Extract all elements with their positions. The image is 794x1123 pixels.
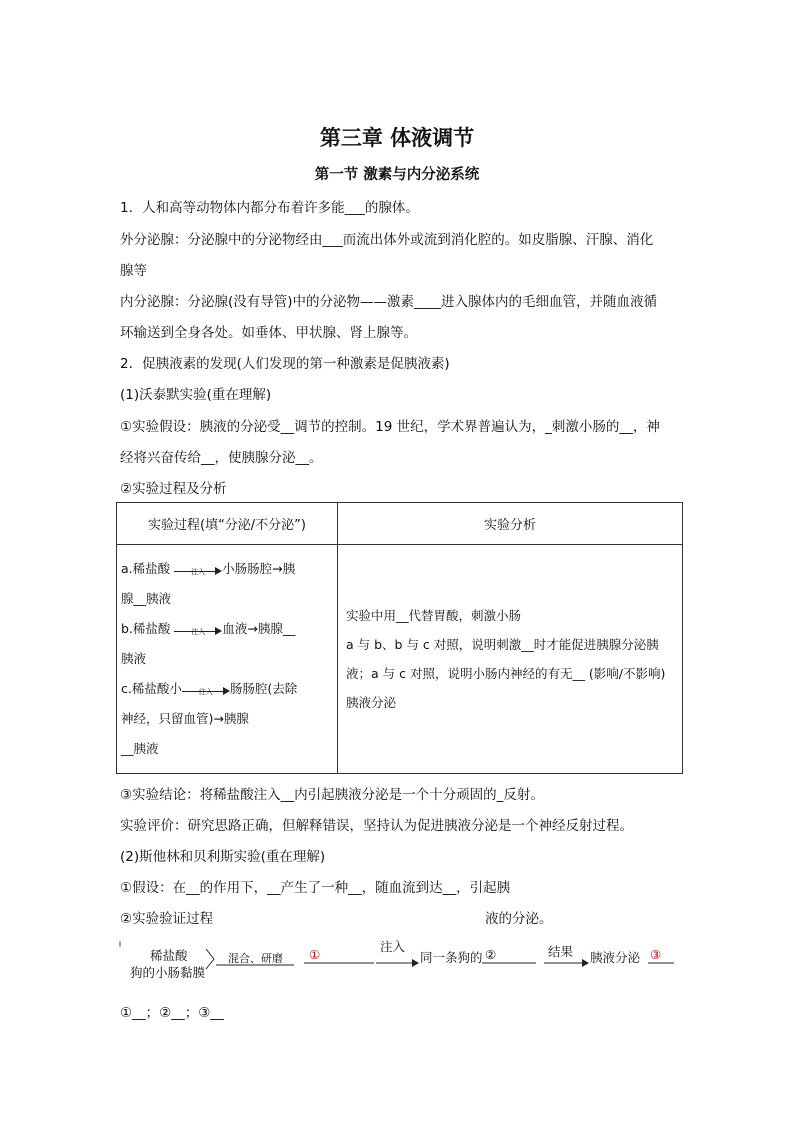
table-cell-analysis <box>338 545 683 774</box>
paragraph-glands: 1．人和高等动物体内都分布着许多能___的腺体。 <box>120 200 419 216</box>
heading-wertheimer-experiment: (1)沃泰默实验(重在理解) <box>120 387 272 403</box>
paragraph-secretin: 2．促胰液素的发现(人们发现的第一种激素是促胰液素) <box>120 356 450 372</box>
table-cell-process <box>117 545 338 774</box>
diagram-input-acid: 稀盐酸 <box>150 948 188 963</box>
paragraph-hypothesis: ①实验假设：胰液的分泌受__调节的控制。19 世纪，学术界普遍认为，_刺激小肠的__，神 <box>120 419 660 435</box>
inject-arrow-icon: 注入 <box>182 683 230 697</box>
paragraph-endocrine: 内分泌腺：分泌腺(没有导管)中的分泌物——激素____进入腺体内的毛细血管，并随血液循 <box>120 294 658 310</box>
diagram-blank-2: ② <box>485 947 497 962</box>
process-c: c.稀盐酸小 注入 肠肠腔(去除 <box>121 681 298 696</box>
verification-diagram <box>116 935 686 980</box>
heading-starling-bayliss: (2)斯他林和贝利斯实验(重在理解) <box>120 849 326 865</box>
diagram-input-mucosa: 狗的小肠黏膜 <box>130 965 206 980</box>
section-title: 第一节 激素与内分泌系统 <box>314 166 480 183</box>
diagram-pancreas-secretion: 胰液分泌 <box>590 950 641 965</box>
paragraph-verify: ②实验验证过程 <box>120 911 214 927</box>
experiment-table <box>116 502 683 774</box>
heading-process-analysis: ②实验过程及分析 <box>120 481 227 497</box>
answer-blanks: ①__；②__；③__ <box>120 1005 224 1021</box>
analysis-line: 实验中用__代替胃酸，刺激小肠 <box>346 608 522 623</box>
process-b-cont: 胰液 <box>121 651 147 666</box>
paragraph-hypothesis-cont: 经将兴奋传给__，使胰腺分泌__。 <box>120 450 323 466</box>
analysis-line: 液；a 与 c 对照，说明小肠内神经的有无__ (影响/不影响) <box>346 666 666 681</box>
table-header-process: 实验过程(填“分泌/不分泌”) <box>117 503 338 545</box>
inject-arrow-icon: 注入 <box>174 563 222 577</box>
paragraph-conclusion: ③实验结论：将稀盐酸注入__内引起胰液分泌是一个十分顽固的_反射。 <box>120 787 544 803</box>
process-c-cont: 神经，只留血管)→胰腺 <box>121 711 249 726</box>
paragraph-exocrine-cont: 腺等 <box>120 263 147 279</box>
analysis-line: a 与 b、b 与 c 对照，说明刺激__时才能促进胰腺分泌胰 <box>346 637 659 652</box>
paragraph-endocrine-cont: 环输送到全身各处。如垂体、甲状腺、肾上腺等。 <box>120 325 417 341</box>
diagram-result-label: 结果 <box>548 944 574 959</box>
table-header-analysis: 实验分析 <box>338 503 683 545</box>
diagram-same-dog: 同一条狗的 <box>420 950 483 965</box>
process-a: a.稀盐酸 注入 小肠肠腔→胰 <box>121 561 296 576</box>
analysis-line: 胰液分泌 <box>346 695 397 710</box>
process-c-cont2: __胰液 <box>121 741 159 756</box>
paragraph-hypothesis-2-cont: 液的分泌。 <box>485 911 553 927</box>
paragraph-evaluation: 实验评价：研究思路正确，但解释错误，坚持认为促进胰液分泌是一个神经反射过程。 <box>120 818 633 834</box>
paragraph-exocrine: 外分泌腺：分泌腺中的分泌物经由___而流出体外或流到消化腔的。如皮脂腺、汗腺、消化 <box>120 232 654 248</box>
process-b: b.稀盐酸 注入 血液→胰腺__ <box>121 621 296 636</box>
diagram-inject-label: 注入 <box>380 939 406 954</box>
process-a-cont: 腺__胰液 <box>121 591 172 606</box>
paragraph-hypothesis-2: ①假设：在__的作用下，__产生了一种__，随血流到达__，引起胰 <box>120 880 511 896</box>
inject-arrow-icon: 注入 <box>174 623 222 637</box>
diagram-blank-3: ③ <box>650 947 662 962</box>
diagram-step-grind: 混合、研磨 <box>228 952 283 965</box>
chapter-title: 第三章 体液调节 <box>319 125 475 150</box>
diagram-blank-1: ① <box>309 947 321 962</box>
